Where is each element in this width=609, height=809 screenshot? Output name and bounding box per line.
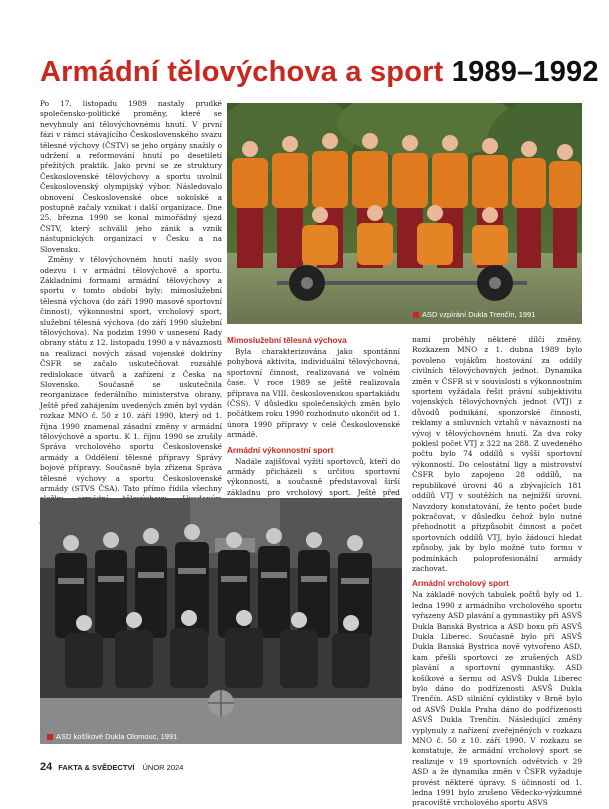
title-years: 1989–1992 (451, 56, 599, 88)
paragraph: Nadále zajišťoval vyžití sportovců, kteří do armády přicházeli s určitou sportovní výkonností, a současně představoval širší základnu pro vrcholový sport. Ještě před (227, 456, 400, 497)
paragraph: Změny v tělovýchovném hnutí našly svou odezvu i v armádní tělovýchově a sportu. Základními formami armádní tělovýchovy a sportu v tomto období byly: mimoslužební tělesná výchova (do září 1990 masově sportovní činnost), výkonnostní sport, vrcholový sport, služební tělesná výchova (do září 1990 služební tělovýchova). Na podzim 1990 v usnesení Rady obrany státu z 12. listopadu 1990 a v návaznosti na realizaci nových zásad vojenské doktríny ČSFR se začalo uskutečňovat rozsáhlé redislokace útvarů a zařízení z Česka na Slovensko. Současně se uskutečnila reorganizace federálního ministerstva obrany. Ještě před zahájením uvedených změn byl vydán rozkaz MNO č. 50 z 10. září 1990, který od 1. října 1990 znamenal zásadní změny v armádní tělovýchově a sportu. K 1. říjnu 1990 se zrušily Správa vrcholového sportu Československé armády a Oddělení tělesné přípravy Správy bojové přípravy. Současně byla zřízena Správa tělesné výchovy a sportu Československé armády (STVS ČSA). Tato přímo řídila všechny (40, 255, 222, 494)
weightlifting-team-image (227, 103, 582, 324)
issue-date: ÚNOR 2024 (142, 763, 184, 772)
caption-marker-icon (413, 312, 419, 318)
paragraph: Po 17. listopadu 1989 nastaly prudké společensko-politické proměny, které se nevyhnuly ani tělovýchovnému hnutí. V první fázi v rámci stávajícího Československého svazu tělesné výchovy (ČSTV) se jeho orgány snažily o udržení a reformování hnutí po desetiletí přežitých praktik. Jako první se ze struktury Československé tělovýchovy a sportu uvolnil Československý olympijský výbor. Následovalo obnovení Československé obce sokolské a postupně začaly vznikat i další organizace. Dne 25. března 1990 se konal mimořádný sjezd ČSTV, který schválil jeho zánik a vznik nástupnických organizací v Česku a na Slovensku. (40, 99, 222, 254)
paragraph: Na základě nových tabulek počtů byly od 1. ledna 1990 z armádního vrcholového sportu vyřazeny ASD plavání a gymnastiky při ASVŠ Dukla Banská Bystrica a ASD boxu při ASVŠ Dukla Liberec. Současně bylo při ASVŠ Dukla Banská Bystrica nově vytvořeno ASD, kam přešli sportovci ze zrušených ASD plavání a sportovní gymnastiky. ASD košíkové a šermu od ASVŠ Dukla Liberec bylo dáno do podřízenosti ASVŠ Dukla Trenčín. ASD silniční cyklistiky v Brně bylo od ASVŠ Dukla Praha dáno do podřízenosti ASVŠ Dukla Trenčín. Následující změny vyplynuly z nařízení zveřejněných v rozkazu MNO č. 50 z 10. září 1990. V rozkazu se konstatuje, že armádní vrcholový sport se realizuje v 19 sportovních odvětvích v 29 ASD a že dynamika změn v ČSFR vyžaduje provést některé úpravy. S účinností od 1. ledna 1991 bylo zrušeno Vědecko-výzkumné pracoviště vrcholového sportu ASVS (412, 590, 582, 808)
title-main: Armádní tělovýchova a sport (40, 56, 444, 88)
article-column-2 (227, 335, 400, 509)
section-heading: Armádní výkonnostní sport (227, 445, 334, 455)
bottom-caption-text: ASD košíkové Dukla Olomouc, 1991 (56, 732, 178, 741)
section-heading: Armádní vrcholový sport (412, 579, 509, 589)
top-caption-text: ASD vzpírání Dukla Trenčín, 1991 (422, 310, 536, 319)
article-column-1 (40, 99, 222, 526)
page-number: 24 (40, 761, 53, 773)
section-heading: Mimoslužební tělesná výchova (227, 336, 347, 345)
bottom-photo-caption (47, 732, 177, 741)
basketball-team-photo (40, 498, 402, 744)
top-photo-caption (413, 310, 535, 319)
basketball-team-image (40, 498, 402, 744)
magazine-name: FAKTA & SVĚDECTVÍ (58, 763, 135, 772)
article-title (40, 55, 599, 89)
page-footer (40, 761, 183, 773)
caption-marker-icon (47, 734, 53, 740)
article-column-3 (412, 335, 582, 809)
paragraph: nami proběhly některé dílčí změny. Rozkazem MNO z 1. dubna 1989 bylo povoleno vojákům hostování za oddíly civilních tělovýchovných jednot. Dynamika změn v ČSFR si v souvislosti s výkonnostním sportem vyžádala řešit právní subjektivitu vojenských tělovýchovných jednot (VTJ) z důvodů podnikání, sponzorské činnosti, reklamy a smluvních vztahů v návaznosti na vývoj v tělovýchovném hnutí. Za dva roky poklesl počet VTJ z 322 na 288. Z uvedeného počtu bylo 74 oddílů s vyšší sportovní výkonností. Do celostátní ligy a mistrovství ČSFR bylo zapojeno 28 oddílů, na republikové úrovni 46 a zbývajících 181 oddílů VTJ v soutěžích na nejnižší úrovni. Navzdory konstatování, že tento počet bude pokračovat, v důsledku čehož bylo nutné přehodnotit a přizpůsobit činnost a počet sportovních oddílů VTJ, bylo žádoucí hledat způsoby, jak by bylo možné tuto formu v podmínkách poloprofesionální armády zachovat. (412, 335, 582, 573)
paragraph: Byla charakterizována jako spontánní pohybová aktivita, individuální tělovýchovná, sportovní činnost, realizovaná ve volném čase. V roce 1989 se ještě realizovala příprava na VIII. československou spartakiádu (ČSS). V důsledku společenských změn bylo počátkem roku 1990 rozhodnuto ukončit od 1. února 1990 přípravy v celé Československé armádě. (227, 347, 400, 440)
weightlifting-team-photo (227, 103, 582, 324)
